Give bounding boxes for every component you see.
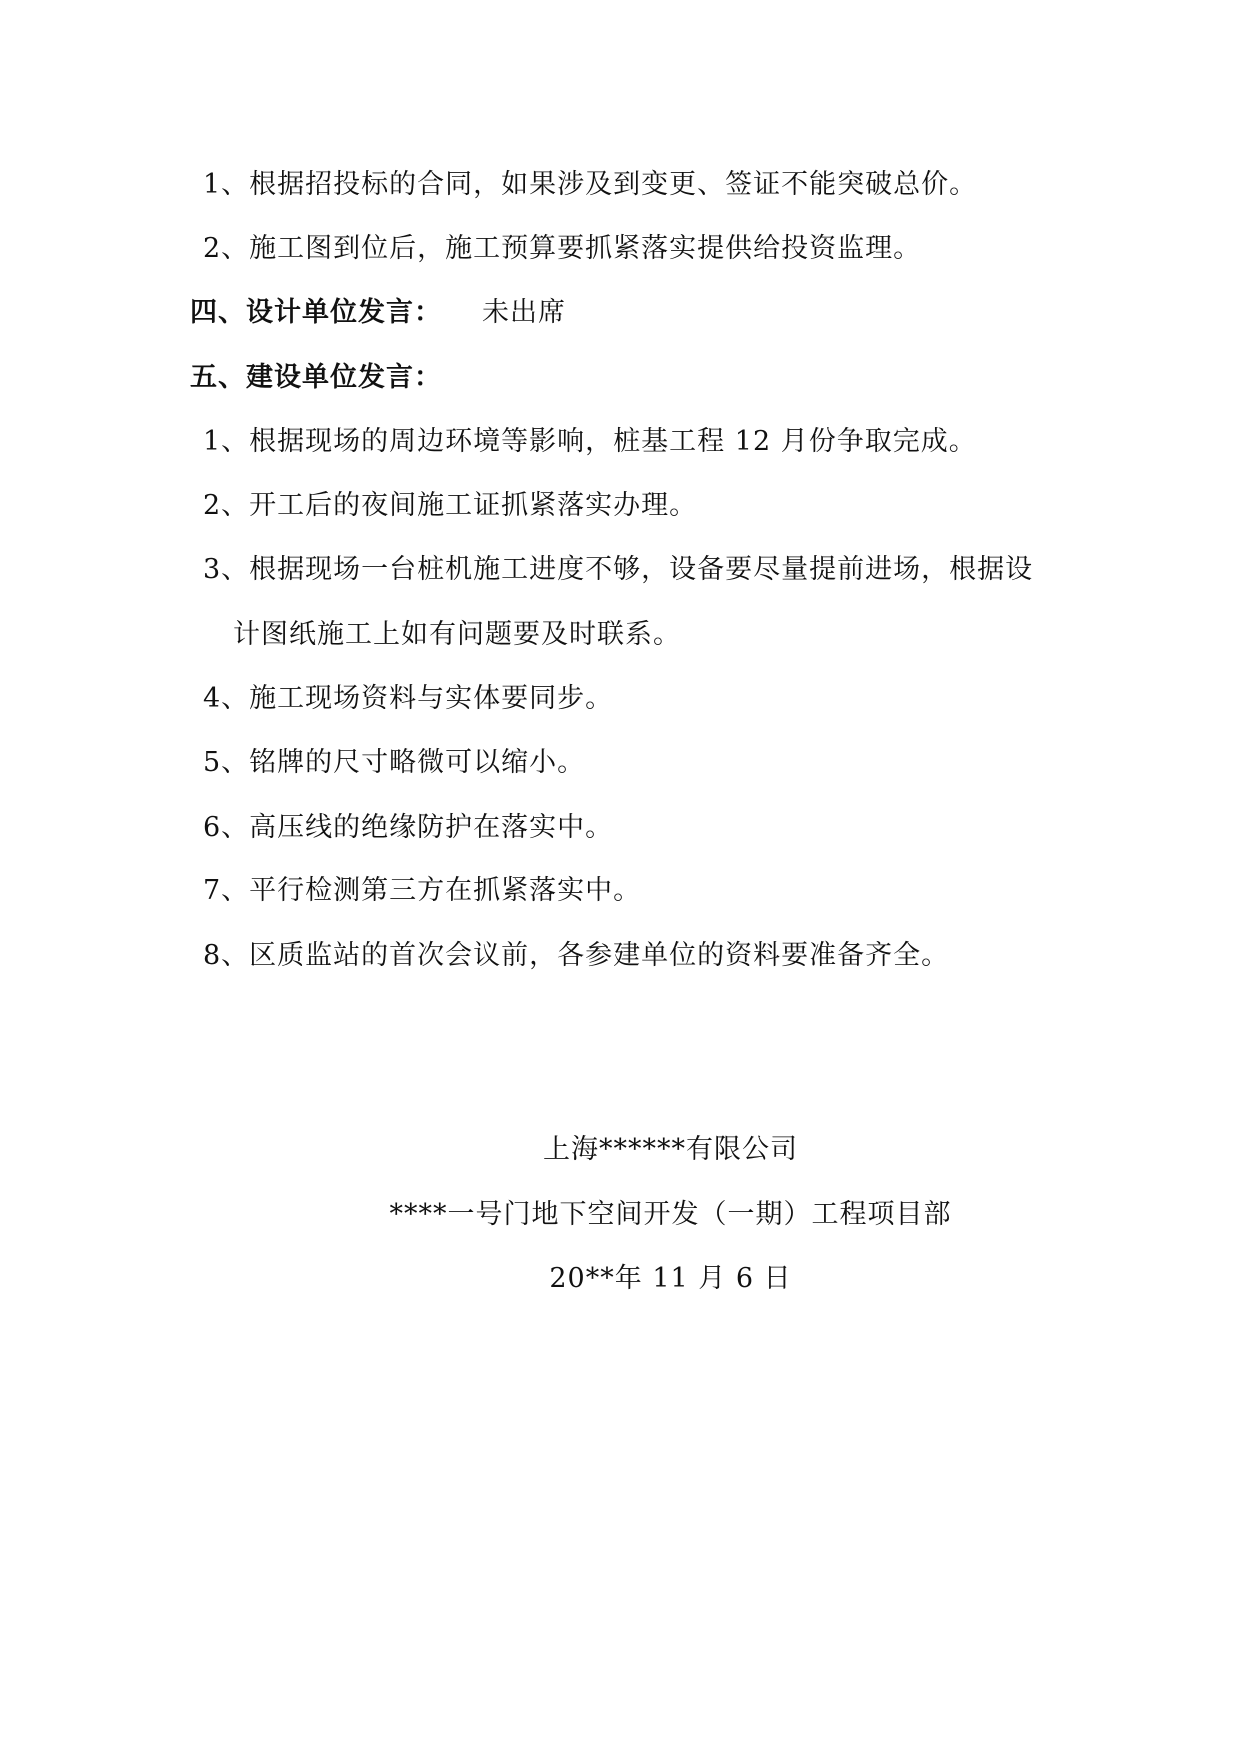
contractor-item-2: 2、施工图到位后，施工预算要抓紧落实提供给投资监理。 bbox=[203, 233, 922, 264]
design-unit-heading: 四、设计单位发言： bbox=[190, 297, 442, 328]
construction-item-6: 6、高压线的绝缘防护在落实中。 bbox=[203, 812, 614, 843]
design-unit-note: 未出席 bbox=[482, 297, 566, 328]
construction-item-5: 5、铭牌的尺寸略微可以缩小。 bbox=[203, 747, 586, 778]
construction-item-1: 1、根据现场的周边环境等影响，桩基工程 12 月份争取完成。 bbox=[203, 426, 977, 457]
construction-item-7: 7、平行检测第三方在抓紧落实中。 bbox=[203, 875, 642, 906]
construction-item-8: 8、区质监站的首次会议前，各参建单位的资料要准备齐全。 bbox=[203, 940, 950, 971]
construction-item-2: 2、开工后的夜间施工证抓紧落实办理。 bbox=[203, 490, 698, 521]
construction-unit-heading: 五、建设单位发言： bbox=[190, 362, 442, 393]
signature-date: 20**年 11 月 6 日 bbox=[549, 1263, 792, 1294]
construction-item-3: 3、根据现场一台桩机施工进度不够，设备要尽量提前进场，根据设 bbox=[203, 554, 1034, 585]
contractor-item-1: 1、根据招投标的合同，如果涉及到变更、签证不能突破总价。 bbox=[203, 169, 978, 200]
signature-company: 上海******有限公司 bbox=[543, 1134, 798, 1165]
construction-item-4: 4、施工现场资料与实体要同步。 bbox=[203, 683, 614, 714]
signature-department: ****一号门地下空间开发（一期）工程项目部 bbox=[389, 1199, 952, 1230]
design-unit-section bbox=[190, 295, 566, 331]
construction-item-3-continued: 计图纸施工上如有问题要及时联系。 bbox=[233, 619, 681, 650]
